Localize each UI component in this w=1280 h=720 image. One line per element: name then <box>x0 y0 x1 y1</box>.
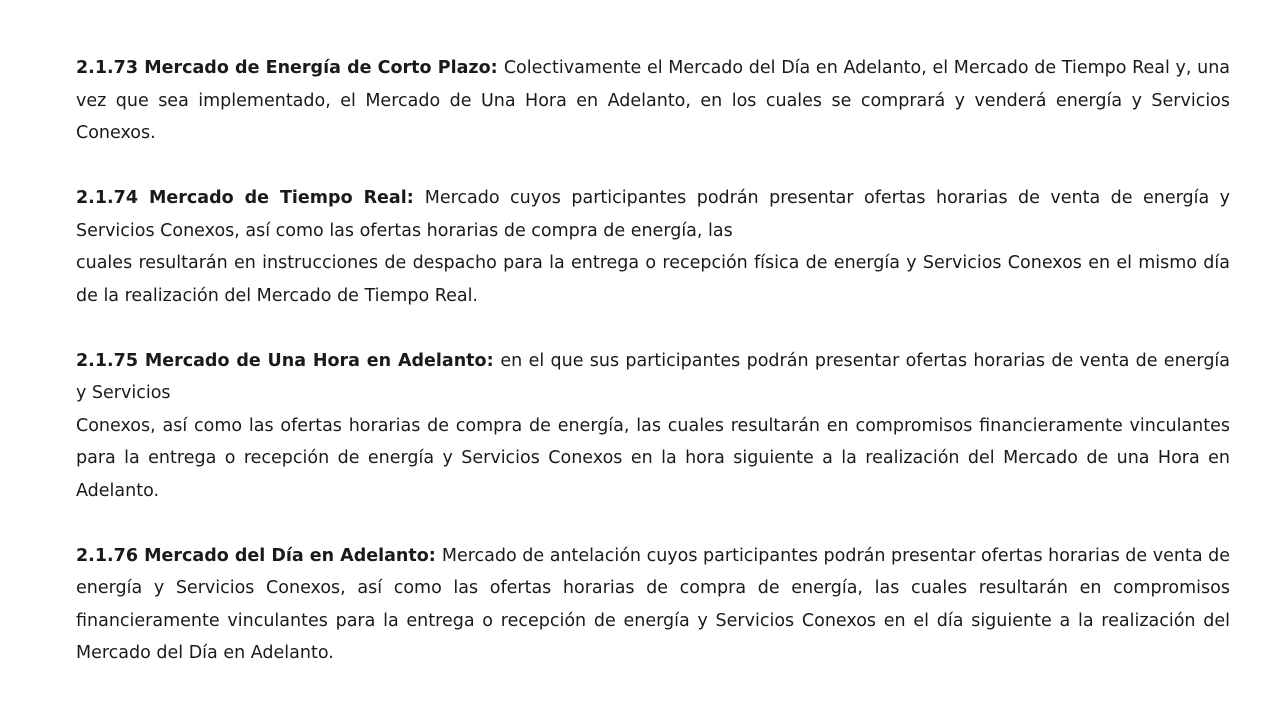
term-separator: : <box>428 545 442 566</box>
definition-text: Mercado de antelación cuyos participantes podrán presentar ofertas horarias de venta de energía y Servicios Conexos, así como las ofertas horarias de compra de energía, las cuales resultarán en compromisos financieramente vinculantes para la entrega o recepción de energía y Servicios Conexos en el día siguiente a la realización del Mercado del Día en Adelanto. <box>76 545 1230 663</box>
definition-text: en el que sus participantes podrán presentar ofertas horarias de venta de energía y Servicios <box>76 350 1231 403</box>
document-body <box>76 52 1230 702</box>
definition-2-1-74 <box>76 182 1230 312</box>
term-separator: : <box>490 58 504 78</box>
definition-term: 2.1.74 Mercado de Tiempo Real <box>76 188 407 208</box>
definition-paragraph <box>76 182 1230 247</box>
definition-paragraph <box>76 52 1230 150</box>
definition-2-1-73 <box>76 52 1230 150</box>
definition-term: 2.1.75 Mercado de Una Hora en Adelanto <box>76 350 487 371</box>
definition-text: Colectivamente el Mercado del Día en Adelanto, el Mercado de Tiempo Real y, una vez que sea implementado, el Mercado de Una Hora en Adelanto, en los cuales se comprará y venderá energía y Servicios Conexos. <box>76 58 1231 143</box>
definition-paragraph <box>76 345 1230 410</box>
definition-2-1-75 <box>76 345 1230 508</box>
term-separator: : <box>486 350 501 371</box>
definition-paragraph: Conexos, así como las ofertas horarias de compra de energía, las cuales resultarán en compromisos financieramente vinculantes para la entrega o recepción de energía y Servicios Conexos en la hora siguiente a la realización del Mercado de una Hora en Adelanto. <box>76 415 1230 501</box>
term-separator: : <box>406 188 425 208</box>
definition-paragraph: cuales resultarán en instrucciones de despacho para la entrega o recepción física de energía y Servicios Conexos en el mismo día de la realización del Mercado de Tiempo Real. <box>76 253 1230 306</box>
definition-paragraph <box>76 540 1230 670</box>
definition-2-1-76 <box>76 540 1230 670</box>
definition-term: 2.1.73 Mercado de Energía de Corto Plazo <box>76 58 491 78</box>
definition-text: Mercado cuyos participantes podrán presentar ofertas horarias de venta de energía y Servicios Conexos, así como las ofertas horarias de compra de energía, las <box>76 188 1230 241</box>
definition-term: 2.1.76 Mercado del Día en Adelanto <box>76 545 429 566</box>
